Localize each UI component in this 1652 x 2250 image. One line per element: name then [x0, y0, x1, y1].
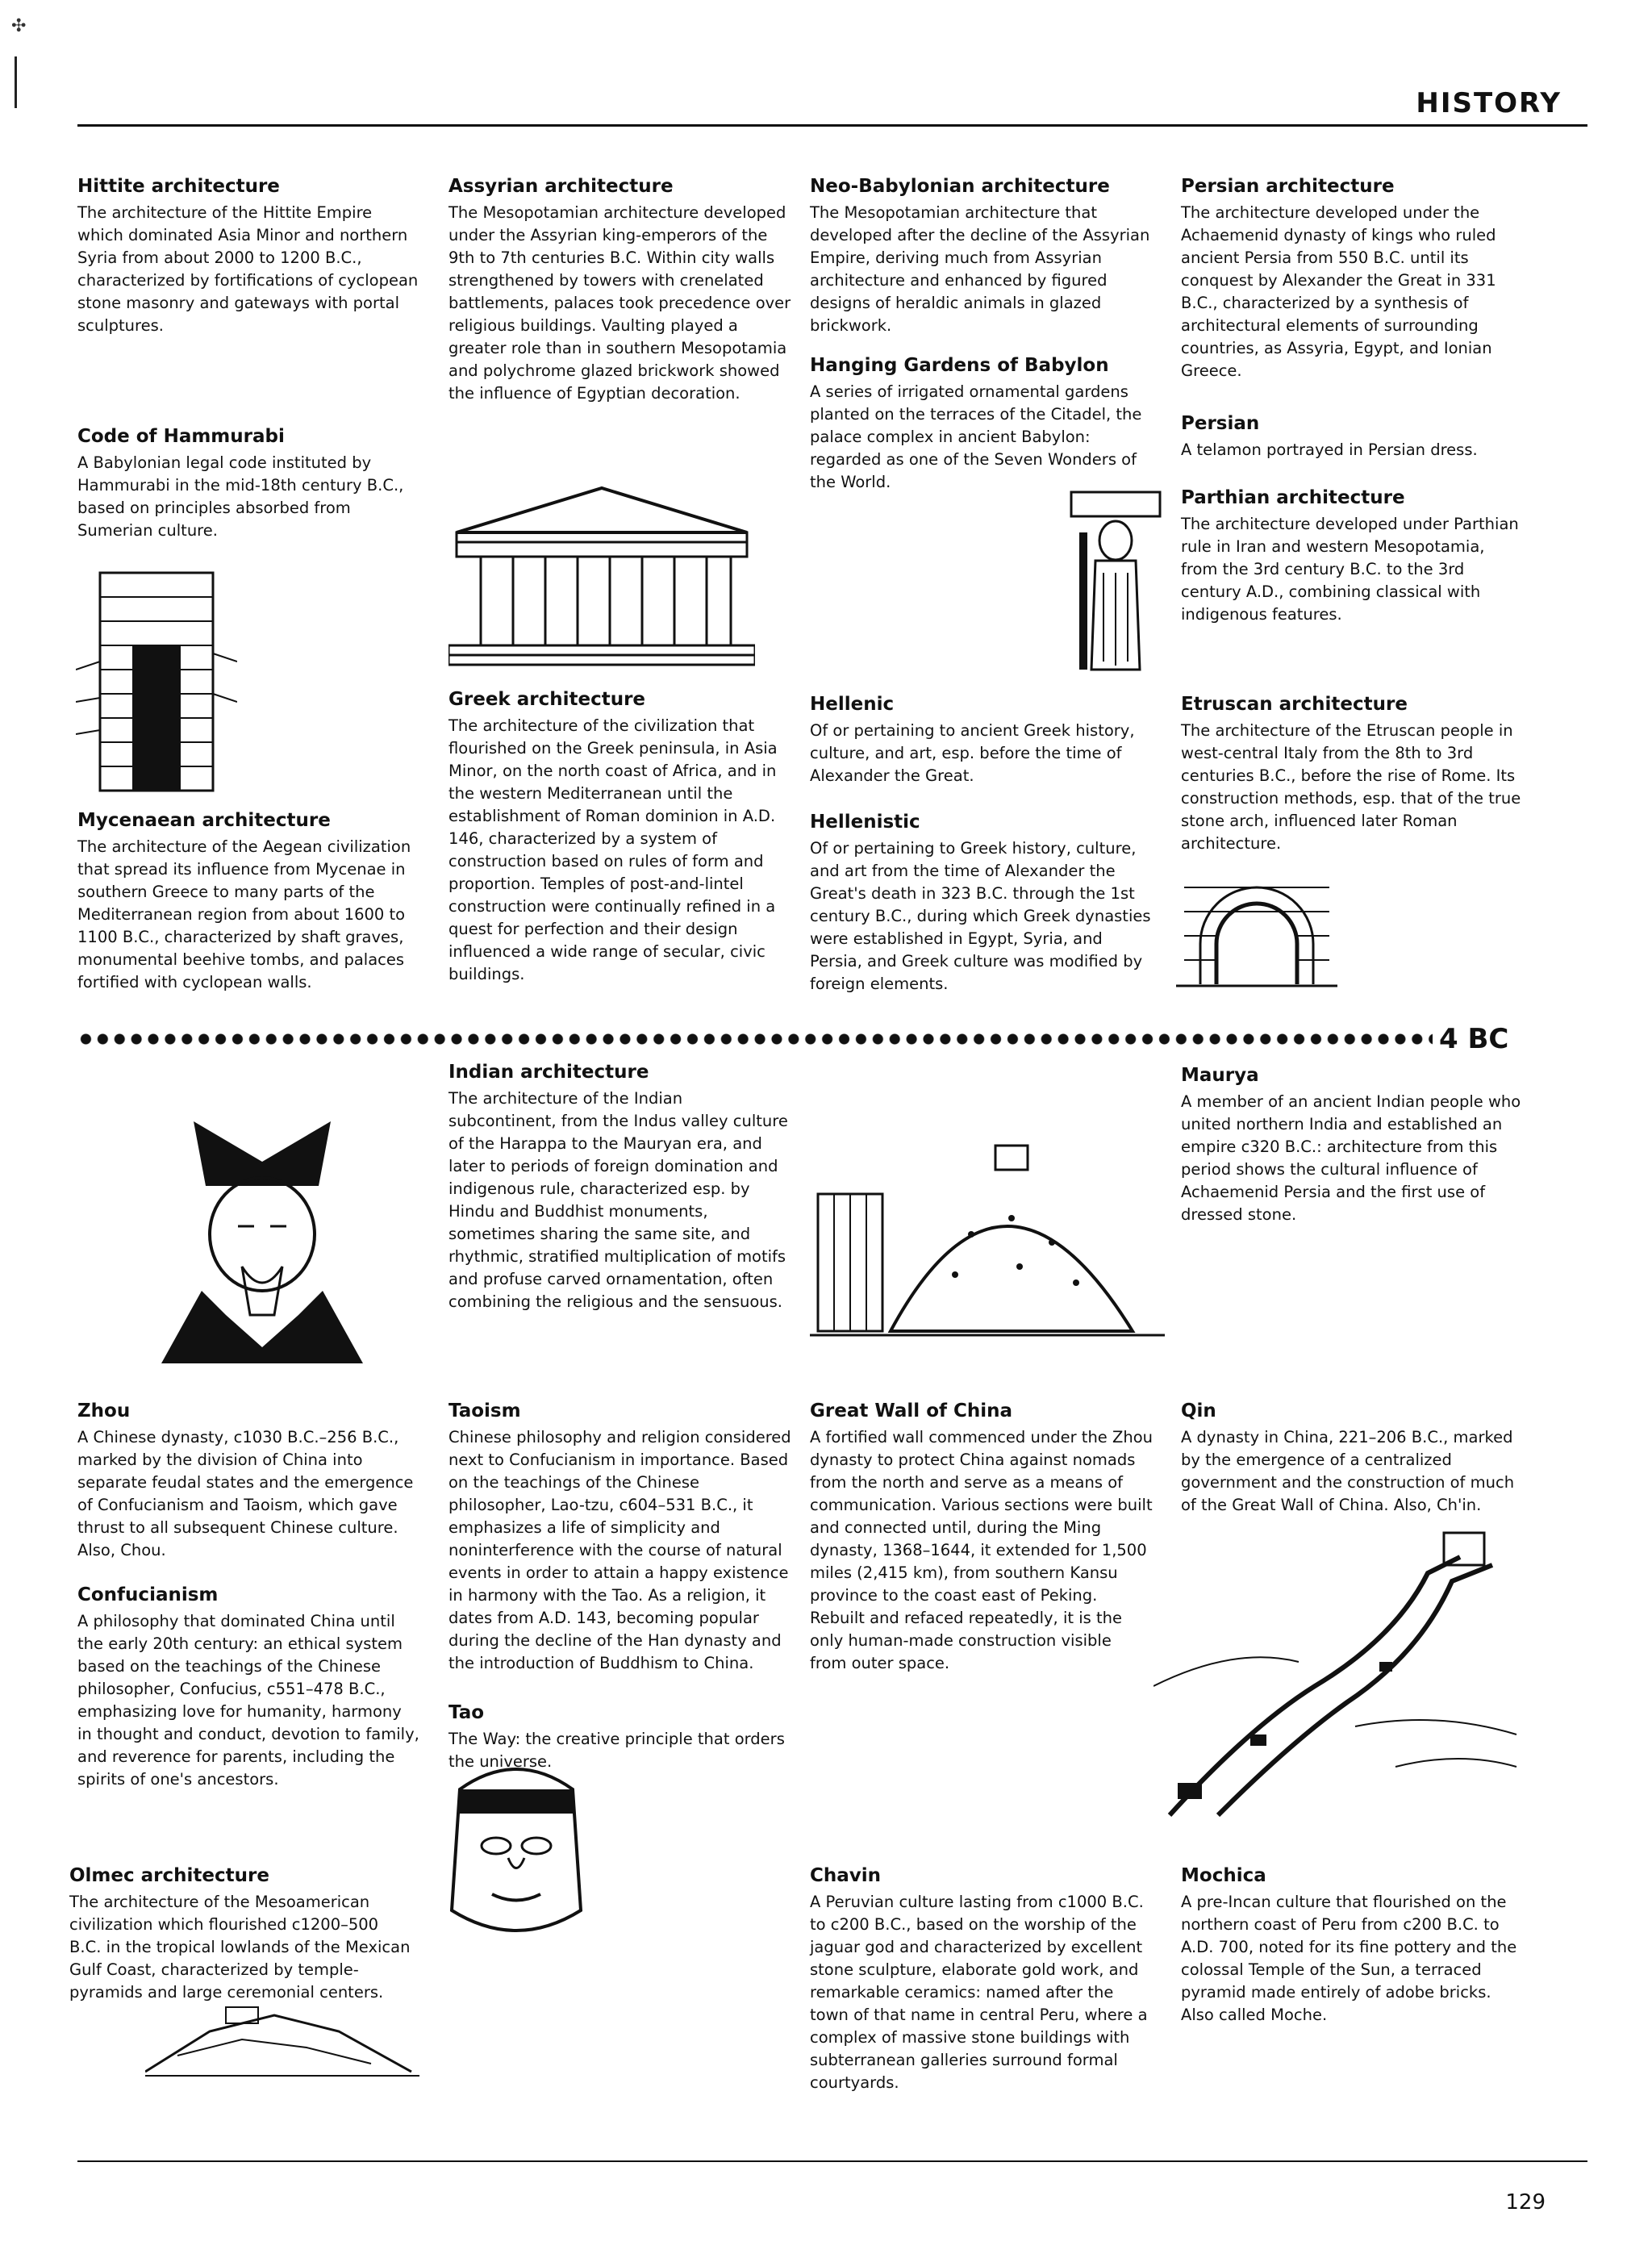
entry-title: Chavin — [810, 1865, 882, 1886]
entry-code-of-hammurabi — [77, 424, 420, 542]
entry-text: A fortified wall commenced under the Zhou dynasty to protect China against nomads from the north and serve as a means of communication. Various sections were built and connected until, during the Ming dynasty, 1368–1644, it extended for 1,500 miles (2,415 km), from southern Kansu province to the coast east of Peking. Rebuilt and refaced repeatedly, it is the only human-made construction visible from outer space. — [810, 1428, 1153, 1672]
great-wall-illustration — [1153, 1525, 1525, 1823]
entry-hittite — [77, 174, 420, 337]
mycenaean-gate-illustration — [76, 557, 237, 799]
entry-title: Olmec architecture — [69, 1865, 269, 1886]
timeline-dots — [77, 1025, 1433, 1054]
entry-text: Of or pertaining to Greek history, culture, and art from the time of Alexander the Great's death in 323 B.C. through the 1st century B.C., during which Greek dynasties were established in Egypt, Syria, and Persia, and Greek culture was modified by foreign elements. — [810, 839, 1151, 993]
entry-text: A Babylonian legal code instituted by Hammurabi in the mid-18th century B.C., based on principles absorbed from Sumerian culture. — [77, 453, 404, 540]
entry-text: The architecture of the Hittite Empire which dominated Asia Minor and northern Syria from about 2000 to 1200 B.C., characterized by fortifications of cyclopean stone masonry and gateways with portal sculptures. — [77, 203, 419, 335]
entry-title: Great Wall of China — [810, 1401, 1013, 1421]
entry-title: Confucianism — [77, 1584, 219, 1605]
entry-title: Tao — [448, 1702, 485, 1723]
entry-persian-architecture — [1181, 174, 1524, 382]
entry-text: The Way: the creative principle that orders the universe. — [448, 1730, 785, 1771]
entry-title: Persian architecture — [1181, 176, 1395, 197]
entry-title: Assyrian architecture — [448, 176, 674, 197]
entry-title: Etruscan architecture — [1181, 694, 1408, 715]
entry-title: Indian architecture — [448, 1062, 649, 1083]
entry-text: The architecture developed under Parthian rule in Iran and western Mesopotamia, from the 3rd century B.C. to the 3rd century A.D., combining classical with indigenous features. — [1181, 515, 1519, 624]
entry-title: Mochica — [1181, 1865, 1266, 1886]
entry-title: Neo-Babylonian architecture — [810, 176, 1110, 197]
entry-zhou — [77, 1399, 420, 1562]
entry-great-wall — [810, 1399, 1153, 1675]
olmec-site-illustration — [145, 1999, 419, 2080]
entry-text: A member of an ancient Indian people who united northern India and established an empire c320 B.C.: architecture from this period shows the cultural influence of Achaemenid Persia and the first use of dressed stone. — [1181, 1092, 1521, 1224]
footer-rule — [77, 2160, 1587, 2162]
olmec-head-illustration — [436, 1757, 597, 1943]
entry-text: A Peruvian culture lasting from c1000 B.C. to c200 B.C., based on the worship of the jaguar god and characterized by excellent stone sculpture, elaborate gold work, and remarkable ceramics: named after the town of that name in central Peru, where a complex of massive stone buildings with subterranean galleries surround formal courtyards. — [810, 1893, 1148, 2092]
entry-text: The architecture of the Indian subcontinent, from the Indus valley culture of the Harappa to the Mauryan era, and later to periods of foreign domination and indigenous rule, characterized esp. by Hindu and Buddhist monuments, sometimes sharing the same site, and rhythmic, stratified multiplication of motifs and profuse carved ornamentation, often combining the religious and the sensuous. — [448, 1089, 788, 1311]
entry-hanging-gardens — [810, 353, 1153, 494]
entry-maurya — [1181, 1063, 1524, 1226]
entry-olmec — [69, 1864, 412, 2004]
entry-title: Mycenaean architecture — [77, 810, 331, 831]
entry-parthian — [1181, 486, 1524, 626]
entry-mycenaean — [77, 808, 420, 994]
entry-etruscan — [1181, 692, 1524, 855]
entry-text: The architecture developed under the Achaemenid dynasty of kings who ruled ancient Persia from 550 B.C. until its conquest by Alexander the Great in 331 B.C., characterized by a synthesis of architectural elements of surrounding countries, as Assyria, Egypt, and Ionian Greece. — [1181, 203, 1496, 380]
era-label: 4 BC — [1439, 1023, 1509, 1055]
entry-text: The architecture of the Mesoamerican civilization which flourished c1200–500 B.C. in the tropical lowlands of the Mexican Gulf Coast, characterized by temple-pyramids and large ceremonial centers. — [69, 1893, 411, 2002]
page-title: HISTORY — [1416, 87, 1562, 119]
entry-title: Parthian architecture — [1181, 487, 1405, 508]
entry-title: Hellenic — [810, 694, 895, 715]
entry-indian — [448, 1060, 791, 1313]
entry-text: The Mesopotamian architecture developed under the Assyrian king-emperors of the 9th to 7th centuries B.C. Within city walls strengthened by towers with crenelated battlements, palaces took precedence over religious buildings. Vaulting played a greater role than in southern Mesopotamia and polychrome glazed brickwork showed the influence of Egyptian decoration. — [448, 203, 791, 403]
entry-mochica — [1181, 1864, 1524, 2027]
greek-temple-illustration — [448, 484, 755, 670]
entry-chavin — [810, 1864, 1153, 2094]
entry-text: A dynasty in China, 221–206 B.C., marked by the emergence of a centralized government and the construction of much of the Great Wall of China. Also, Ch'in. — [1181, 1428, 1515, 1514]
margin-bar — [15, 56, 17, 108]
entry-persian — [1181, 411, 1524, 461]
entry-title: Zhou — [77, 1401, 131, 1421]
entry-text: The architecture of the Aegean civilization that spread its influence from Mycenae in southern Greece to many parts of the Mediterranean region from about 1600 to 1100 B.C., characterized by shaft graves, monumental beehive tombs, and palaces fortified with cyclopean walls. — [77, 837, 411, 991]
entry-title: Persian — [1181, 413, 1260, 434]
entry-text: A series of irrigated ornamental gardens planted on the terraces of the Citadel, the palace complex in ancient Babylon: regarded as one of the Seven Wonders of the World. — [810, 382, 1142, 491]
entry-text: A Chinese dynasty, c1030 B.C.–256 B.C., marked by the division of China into separate feudal states and the emergence of Confucianism and Taoism, which gave thrust to all subsequent Chinese culture. Also, Chou. — [77, 1428, 414, 1559]
entry-title: Hittite architecture — [77, 176, 280, 197]
entry-text: The Mesopotamian architecture that developed after the decline of the Assyrian Empire, deriving much from Assyrian architecture and enhanced by figured designs of heraldic animals in glazed brickwork. — [810, 203, 1150, 335]
etruscan-arch-illustration — [1176, 879, 1337, 992]
entry-text: A telamon portrayed in Persian dress. — [1181, 440, 1478, 459]
header-rule — [77, 124, 1587, 127]
entry-text: Of or pertaining to ancient Greek history, culture, and art, esp. before the time of Alexander the Great. — [810, 721, 1135, 785]
stupa-illustration — [810, 1138, 1165, 1347]
entry-neo-babylonian — [810, 174, 1153, 337]
entry-title: Hanging Gardens of Babylon — [810, 355, 1109, 376]
entry-title: Taoism — [448, 1401, 521, 1421]
entry-text: The architecture of the Etruscan people in west-central Italy from the 8th to 3rd centuries B.C., before the rise of Rome. Its construction methods, esp. that of the true stone arch, influenced later Roman architecture. — [1181, 721, 1521, 853]
entry-greek — [448, 687, 791, 986]
entry-confucianism — [77, 1583, 420, 1791]
entry-title: Code of Hammurabi — [77, 426, 285, 447]
entry-title: Hellenistic — [810, 812, 920, 833]
entry-hellenic — [810, 692, 1153, 787]
corner-mark: ✣ — [11, 16, 27, 36]
entry-text: The architecture of the civilization that flourished on the Greek peninsula, in Asia Minor, on the north coast of Africa, and in the western Mediterranean until the establishment of Roman dominion in A.D. 146, characterized by a system of construction based on rules of form and proportion. Temples of post-and-lintel construction were continually refined in a quest for perfection and their design influenced a wide range of secular, civic buildings. — [448, 716, 778, 983]
entry-qin — [1181, 1399, 1524, 1517]
entry-title: Maurya — [1181, 1065, 1259, 1086]
entry-text: A philosophy that dominated China until the early 20th century: an ethical system based on the teachings of the Chinese philosopher, Confucius, c551–478 B.C., emphasizing love for humanity, harmony in thought and conduct, devotion to family, and reverence for parents, including the spirits of one's ancestors. — [77, 1612, 419, 1789]
confucius-portrait-illustration — [145, 1113, 379, 1363]
persian-telamon-illustration — [1063, 484, 1168, 678]
entry-text: A pre-Incan culture that flourished on the northern coast of Peru from c200 B.C. to A.D. 700, noted for its fine pottery and the colossal Temple of the Sun, a terraced pyramid made entirely of adobe bricks. Also called Moche. — [1181, 1893, 1517, 2024]
entry-assyrian — [448, 174, 791, 405]
entry-hellenistic — [810, 810, 1153, 996]
entry-text: Chinese philosophy and religion considered next to Confucianism in importance. Based on the teachings of the Chinese philosopher, Lao-tzu, c604–531 B.C., it emphasizes a life of simplicity and noninterference with the course of natural events in order to attain a happy existence in harmony with the Tao. As a religion, it dates from A.D. 143, becoming popular during the decline of the Han dynasty and the introduction of Buddhism to China. — [448, 1428, 791, 1672]
entry-title: Greek architecture — [448, 689, 646, 710]
entry-title: Qin — [1181, 1401, 1216, 1421]
entry-taoism — [448, 1399, 791, 1675]
page-number: 129 — [1505, 2190, 1546, 2215]
